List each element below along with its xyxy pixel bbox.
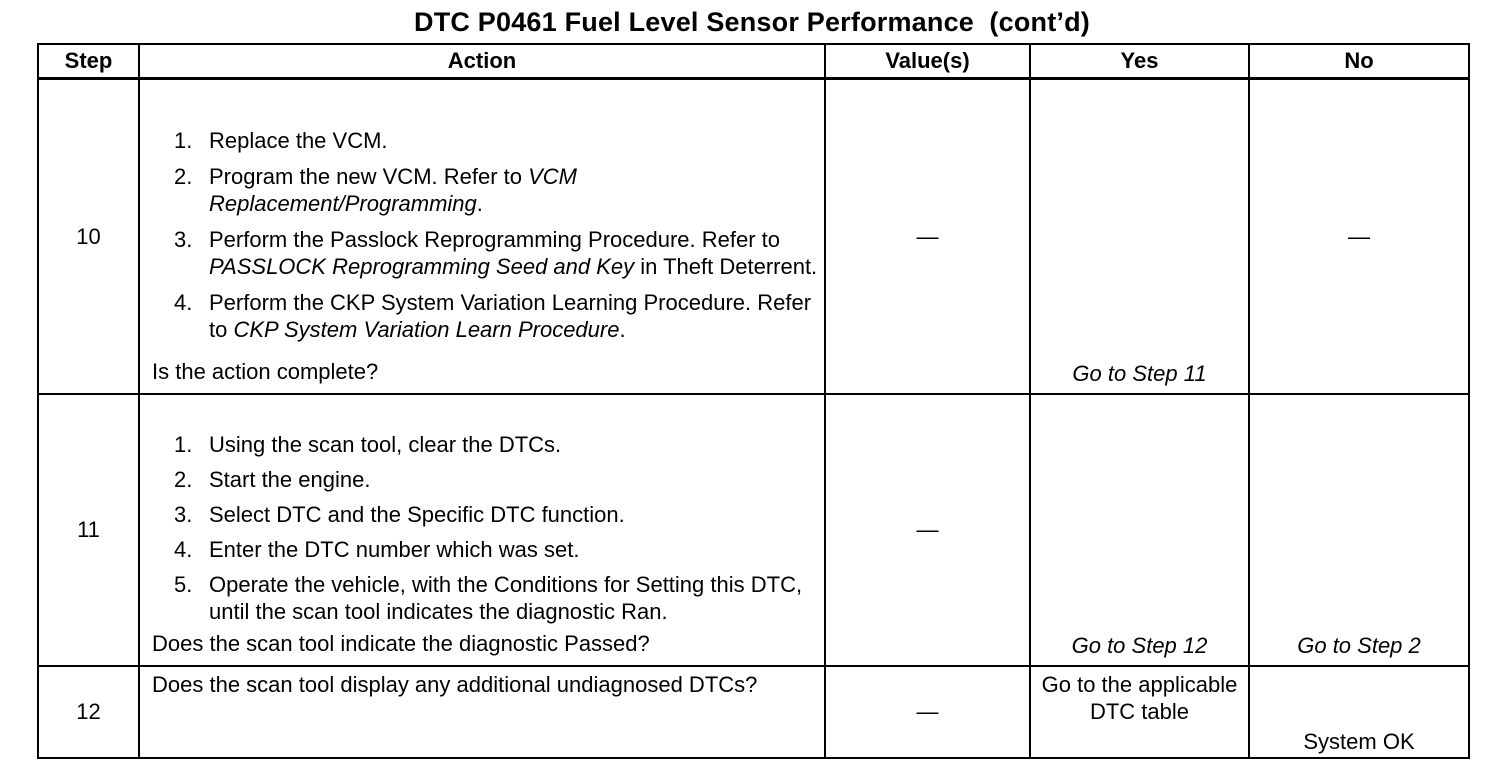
- table-row-step-10: [38, 79, 1469, 395]
- step-item-text: Operate the vehicle, with the Conditions for Setting this DTC, until the scan tool indicates the diagnostic Ran.: [209, 571, 803, 624]
- action-step-item: [140, 501, 824, 528]
- action-step-item: [140, 127, 824, 154]
- step-item-text: Using the scan tool, clear the DTCs.: [209, 431, 562, 457]
- action-step-item: [140, 163, 824, 217]
- no-cell: —: [1249, 79, 1469, 395]
- step-item-number: 2.: [174, 164, 193, 189]
- step-item-number: 4.: [174, 290, 193, 315]
- step-item-text: Select DTC and the Specific DTC function.: [209, 501, 625, 527]
- table-row-step-12: [38, 666, 1469, 758]
- step-number: 10: [38, 79, 139, 395]
- step-item-number: 1.: [174, 128, 193, 153]
- no-cell: [1249, 394, 1469, 666]
- action-cell: [139, 79, 825, 395]
- value-cell: —: [825, 666, 1030, 758]
- table-header-row: [38, 44, 1469, 79]
- action-step-item: [140, 571, 824, 625]
- step-item-text: Program the new VCM. Refer to VCM Replacement/Programming.: [209, 164, 578, 216]
- step-item-number: 3.: [174, 227, 193, 252]
- yes-result: Go to the applicable DTC table: [1041, 672, 1238, 724]
- step-item-number: 3.: [174, 501, 193, 527]
- action-steps: [140, 428, 824, 625]
- value-cell: —: [825, 394, 1030, 666]
- yes-cell: [1030, 394, 1249, 666]
- no-goto-link: Go to Step 2: [1297, 633, 1421, 658]
- step-item-text: Enter the DTC number which was set.: [209, 536, 580, 562]
- yes-goto-link: Go to Step 12: [1071, 633, 1208, 658]
- action-cell: [139, 394, 825, 666]
- action-step-item: [140, 431, 824, 458]
- action-step-item: [140, 536, 824, 563]
- diagnostic-table: [37, 43, 1470, 759]
- step-item-text: Replace the VCM.: [209, 128, 388, 153]
- procedure-reference: VCM Replacement/Programming: [209, 164, 578, 216]
- step-item-number: 5.: [174, 571, 193, 597]
- page-title: DTC P0461 Fuel Level Sensor Performance (cont’d): [414, 7, 1090, 37]
- action-steps: [140, 121, 824, 343]
- header-step: Step: [38, 44, 139, 79]
- action-step-item: [140, 289, 824, 343]
- action-step-item: [140, 466, 824, 493]
- yes-cell: [1030, 666, 1249, 758]
- step-item-number: 2.: [174, 466, 193, 492]
- step-item-number: 1.: [174, 431, 193, 457]
- procedure-reference: PASSLOCK Reprogramming Seed and Key: [209, 254, 635, 279]
- header-action: Action: [139, 44, 825, 79]
- header-no: No: [1249, 44, 1469, 79]
- step-item-number: 4.: [174, 536, 193, 562]
- table-row-step-11: [38, 394, 1469, 666]
- no-cell: [1249, 666, 1469, 758]
- value-cell: —: [825, 79, 1030, 395]
- header-yes: Yes: [1030, 44, 1249, 79]
- step-number: 11: [38, 394, 139, 666]
- step-number: 12: [38, 666, 139, 758]
- header-values: Value(s): [825, 44, 1030, 79]
- action-step-item: [140, 226, 824, 280]
- action-cell: [139, 666, 825, 758]
- yes-goto-link: Go to Step 11: [1072, 361, 1207, 386]
- action-question: Does the scan tool display any additional undiagnosed DTCs?: [152, 672, 758, 697]
- step-item-text: Start the engine.: [209, 466, 371, 492]
- procedure-reference: CKP System Variation Learn Procedure: [233, 317, 620, 342]
- action-question: Is the action complete?: [152, 359, 379, 384]
- yes-cell: [1030, 79, 1249, 395]
- action-question: Does the scan tool indicate the diagnostic Passed?: [152, 631, 650, 656]
- no-result: System OK: [1303, 729, 1415, 754]
- step-item-text: Perform the CKP System Variation Learning Procedure. Refer to CKP System Variation Learn Procedure.: [209, 290, 812, 342]
- step-item-text: Perform the Passlock Reprogramming Procedure. Refer to PASSLOCK Reprogramming Seed and Key in Theft Deterrent.: [209, 227, 818, 279]
